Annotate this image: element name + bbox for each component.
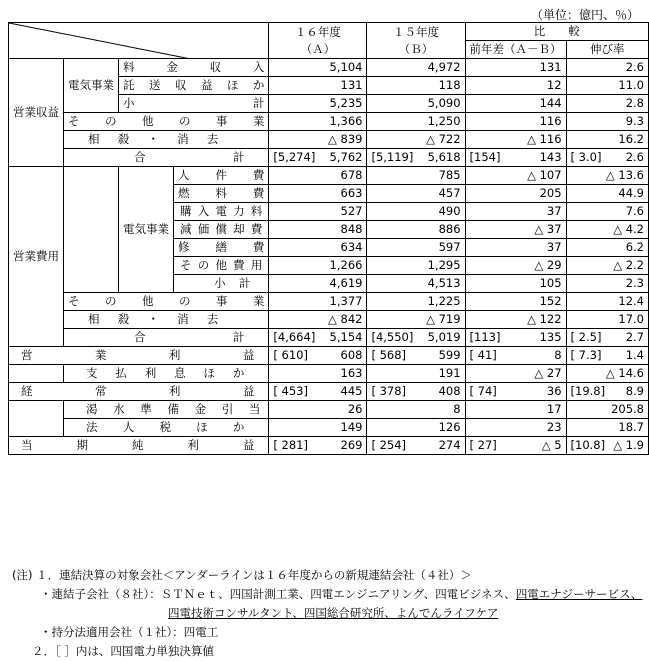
table-row-ordinary-income	[9, 383, 649, 401]
cell-b: [5,119] 5,618	[367, 149, 465, 167]
cell-b: 457	[367, 185, 465, 203]
note-2: ・連結子会社（８社）：ＳＴＮｅｔ、四国計測工業、四電エンジニアリング、四電ビジネス、四電エナジーサービス、	[40, 587, 643, 601]
cell-growth: 2.6	[566, 59, 648, 77]
cell-a: 5,104	[269, 59, 367, 77]
cell-diff: △ 29	[465, 257, 566, 275]
cell-growth: 205.8	[566, 401, 648, 419]
row-label: 営業利益	[9, 347, 269, 365]
cell-growth: 2.8	[566, 95, 648, 113]
cell-a: [5,274] 5,762	[269, 149, 367, 167]
cell-growth: 12.4	[566, 293, 648, 311]
cell-diff: 17	[465, 401, 566, 419]
cell-growth: 6.2	[566, 239, 648, 257]
table-row	[9, 293, 649, 311]
cell-diff: 37	[465, 203, 566, 221]
section-electric-exp: 電気事業	[119, 167, 174, 293]
cell-diff: 37	[465, 239, 566, 257]
cell-a: △ 842	[269, 311, 367, 329]
table-row	[9, 365, 649, 383]
cell-growth: 17.0	[566, 311, 648, 329]
cell-diff: △ 122	[465, 311, 566, 329]
notes	[12, 566, 642, 661]
table-row	[9, 167, 649, 185]
cell-b: △ 722	[367, 131, 465, 149]
cell-b: 8	[367, 401, 465, 419]
cell-diff: 12	[465, 77, 566, 95]
header-diff: 前年差（Ａ－Ｂ）	[465, 41, 566, 59]
spacer-cell	[64, 167, 119, 293]
cell-a: 663	[269, 185, 367, 203]
cell-a: △ 839	[269, 131, 367, 149]
spacer-cell	[9, 401, 64, 437]
diagonal-line	[9, 23, 201, 59]
cell-a: 848	[269, 221, 367, 239]
note-3: 四電技術コンサルタント、四国総合研究所、よんでんライフケア	[168, 606, 499, 620]
cell-b: 1,250	[367, 113, 465, 131]
cell-a: 1,266	[269, 257, 367, 275]
unit-label: （単位：億円、％）	[530, 8, 639, 22]
cell-a: [4,664] 5,154	[269, 329, 367, 347]
cell-growth: 18.7	[566, 419, 648, 437]
cell-diff: 131	[465, 59, 566, 77]
header-col-15: １５年度 （Ｂ）	[367, 23, 465, 59]
cell-growth: [ 3.0] 2.6	[566, 149, 648, 167]
cell-a: 634	[269, 239, 367, 257]
new-company-underline: 四電エナジーサービス、	[515, 587, 643, 601]
cell-b: 785	[367, 167, 465, 185]
cell-diff: 205	[465, 185, 566, 203]
row-label: 燃料費	[174, 185, 269, 203]
row-label: 経常利益	[9, 383, 269, 401]
cell-diff: [154] 143	[465, 149, 566, 167]
cell-growth: 44.9	[566, 185, 648, 203]
cell-diff: △ 27	[465, 365, 566, 383]
cell-b: [ 568] 599	[367, 347, 465, 365]
note-4: ・持分法適用会社（１社）：四電工	[40, 625, 219, 639]
cell-diff: △ 107	[465, 167, 566, 185]
row-label: 渇水準備金引当	[64, 401, 269, 419]
cell-diff: 144	[465, 95, 566, 113]
row-label: 合計	[64, 329, 269, 347]
table-row-total	[9, 149, 649, 167]
cell-b: 490	[367, 203, 465, 221]
header-diagonal-cell	[9, 23, 269, 59]
row-label: 相殺・消去	[64, 311, 269, 329]
cell-growth: 11.0	[566, 77, 648, 95]
section-expense-label: 営業費用	[13, 249, 59, 263]
section-expense	[9, 167, 64, 347]
cell-a: 5,235	[269, 95, 367, 113]
cell-diff: △ 116	[465, 131, 566, 149]
cell-growth: 9.3	[566, 113, 648, 131]
cell-b: 118	[367, 77, 465, 95]
cell-b: 126	[367, 419, 465, 437]
row-label: その他費用	[174, 257, 269, 275]
cell-a: 1,366	[269, 113, 367, 131]
header-row	[9, 23, 649, 41]
cell-a: [ 281] 269	[269, 437, 367, 455]
cell-b: [ 378] 408	[367, 383, 465, 401]
cell-a: [ 610] 608	[269, 347, 367, 365]
cell-growth: 7.6	[566, 203, 648, 221]
table-row	[9, 401, 649, 419]
table-row	[9, 131, 649, 149]
row-label: 小計	[174, 275, 269, 293]
cell-b: 4,972	[367, 59, 465, 77]
spacer-cell	[9, 365, 64, 383]
cell-diff: 105	[465, 275, 566, 293]
cell-growth: [10.8] △ 1.9	[566, 437, 648, 455]
header-col-16: １６年度 （Ａ）	[269, 23, 367, 59]
table-row-net-income	[9, 437, 649, 455]
header-compare: 比 較	[465, 23, 648, 41]
cell-diff: [ 74] 36	[465, 383, 566, 401]
cell-b: [4,550] 5,019	[367, 329, 465, 347]
cell-b: 886	[367, 221, 465, 239]
cell-b: 597	[367, 239, 465, 257]
cell-b: 5,090	[367, 95, 465, 113]
cell-b: 191	[367, 365, 465, 383]
note-5: ２．［ ］内は、四国電力単独決算値	[32, 644, 214, 658]
section-electric-rev: 電気事業	[64, 59, 119, 113]
cell-growth: 2.3	[566, 275, 648, 293]
section-revenue	[9, 59, 64, 167]
cell-diff: △ 37	[465, 221, 566, 239]
cell-a: 678	[269, 167, 367, 185]
cell-diff: 116	[465, 113, 566, 131]
table-row	[9, 59, 649, 77]
financial-table	[8, 22, 649, 455]
cell-b: 4,513	[367, 275, 465, 293]
cell-b: 1,225	[367, 293, 465, 311]
table-row	[9, 311, 649, 329]
cell-growth: 16.2	[566, 131, 648, 149]
table-row	[9, 419, 649, 437]
cell-growth: △ 13.6	[566, 167, 648, 185]
cell-growth: △ 4.2	[566, 221, 648, 239]
section-revenue-label: 営業収益	[13, 105, 59, 119]
row-label: その他の事業	[64, 293, 269, 311]
cell-a: 163	[269, 365, 367, 383]
cell-a: [ 453] 445	[269, 383, 367, 401]
row-label: 合計	[64, 149, 269, 167]
table-row	[9, 113, 649, 131]
row-label: 支払利息ほか	[64, 365, 269, 383]
cell-diff: 23	[465, 419, 566, 437]
row-label: 当期純利益	[9, 437, 269, 455]
cell-a: 149	[269, 419, 367, 437]
cell-diff: [113] 135	[465, 329, 566, 347]
cell-diff: [ 41] 8	[465, 347, 566, 365]
cell-a: 131	[269, 77, 367, 95]
row-label: 法人税ほか	[64, 419, 269, 437]
row-label: 購入電力料	[174, 203, 269, 221]
cell-diff: [ 27] △ 5	[465, 437, 566, 455]
cell-a: 4,619	[269, 275, 367, 293]
row-label: 託送収益ほか	[119, 77, 269, 95]
row-label: その他の事業	[64, 113, 269, 131]
cell-diff: 152	[465, 293, 566, 311]
cell-a: 1,377	[269, 293, 367, 311]
cell-b: [ 254] 274	[367, 437, 465, 455]
cell-a: 26	[269, 401, 367, 419]
cell-a: 527	[269, 203, 367, 221]
note-1: (注) １．連結決算の対象会社＜アンダーラインは１６年度からの新規連結会社（４社）＞	[12, 568, 472, 582]
cell-b: 1,295	[367, 257, 465, 275]
table-row-operating-income	[9, 347, 649, 365]
cell-b: △ 719	[367, 311, 465, 329]
row-label: 減価償却費	[174, 221, 269, 239]
header-growth: 伸び率	[566, 41, 648, 59]
row-label: 人件費	[174, 167, 269, 185]
row-label: 相殺・消去	[64, 131, 269, 149]
row-label: 料金収入	[119, 59, 269, 77]
cell-growth: △ 2.2	[566, 257, 648, 275]
table-row-total	[9, 329, 649, 347]
cell-growth: [ 7.3] 1.4	[566, 347, 648, 365]
row-label: 小計	[119, 95, 269, 113]
cell-growth: [19.8] 8.9	[566, 383, 648, 401]
cell-growth: △ 14.6	[566, 365, 648, 383]
row-label: 修繕費	[174, 239, 269, 257]
cell-growth: [ 2.5] 2.7	[566, 329, 648, 347]
